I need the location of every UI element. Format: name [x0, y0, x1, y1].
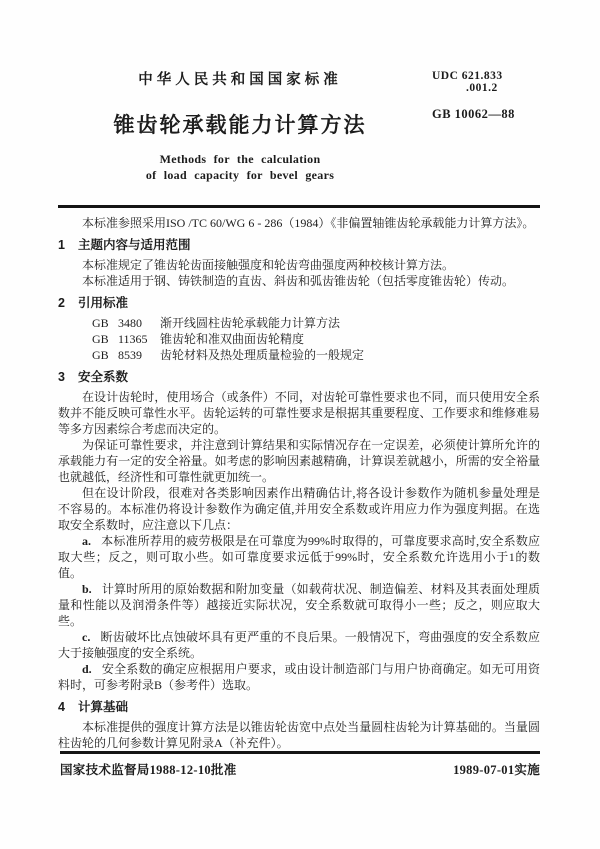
list-item-d-label: d. — [82, 662, 92, 676]
section-1-heading — [58, 237, 540, 254]
reference-number: 3480 — [118, 316, 142, 330]
section-1-title: 主题内容与适用范围 — [78, 238, 191, 252]
reference-title: 锥齿轮和准双曲面齿轮精度 — [160, 332, 305, 346]
section-4-heading — [58, 699, 540, 716]
list-item-a — [58, 533, 540, 581]
list-item-d — [58, 661, 540, 693]
list-item-a-label: a. — [82, 534, 91, 548]
list-item-a-text: 本标准所荐用的疲劳极限是在可靠度为99%时取得的，可靠度要求高时,安全系数应取大些；反之，则可取小些。如可靠度要求远低于99%时，安全系数允许选用小于1的数值。 — [58, 534, 540, 580]
list-item-d-text: 安全系数的确定应根据用户要求，或由设计制造部门与用户协商确定。如无可用资料时，可参考附录B（参考件）选取。 — [58, 662, 540, 692]
section-3-paragraph: 但在设计阶段，很难对各类影响因素作出精确估计,将各设计参数作为随机参量处理是不容易的。本标准仍将设计参数作为确定值,并用安全系数或许用应力作为强度判据。在选取安全系数时，应注意以下几点： — [58, 486, 540, 532]
reference-number: 11365 — [118, 332, 148, 346]
section-3-number: 3 — [58, 370, 65, 384]
section-1-number: 1 — [58, 238, 65, 252]
reference-title: 齿轮材料及热处理质量检验的一般规定 — [160, 348, 365, 362]
header-codes-block — [432, 68, 540, 122]
document-footer — [60, 751, 540, 778]
list-item-b-label: b. — [82, 582, 92, 596]
list-item-c — [58, 629, 540, 661]
reference-org: GB — [92, 316, 109, 330]
section-4-title: 计算基础 — [78, 700, 129, 714]
udc-code-line1: UDC 621.833 — [432, 70, 503, 82]
section-3-title: 安全系数 — [78, 370, 129, 384]
section-2-heading — [58, 295, 540, 312]
document-title-cn: 锥齿轮承载能力计算方法 — [113, 114, 367, 137]
document-title-en-line2: of load capacity for bevel gears — [145, 168, 335, 182]
list-item-c-label: c. — [82, 630, 91, 644]
section-3-paragraph: 为保证可靠性要求，并注意到计算结果和实际情况存在一定误差，必须使计算所允许的承载能力有一定的安全裕量。如考虑的影响因素越精确，计算误差就越小，所需的安全裕量也就越低，经济性和可靠性就更加统一。 — [58, 438, 540, 484]
reference-org: GB — [92, 348, 109, 362]
intro-paragraph: 本标准参照采用ISO /TC 60/WG 6 - 286（1984）《非偏置轴锥齿轮承载能力计算方法》。 — [82, 216, 535, 230]
list-item-b-text: 计算时所用的原始数据和附加变量（如载荷状况、制造偏差、材料及其表面处理质量和性能以及润滑条件等）越接近实际状况，安全系数就可取得小一些；反之，则应取大些。 — [58, 582, 540, 628]
section-3-paragraph: 在设计齿轮时，使用场合（或条件）不同，对齿轮可靠性要求也不同，而只使用安全系数并不能反映可靠性水平。齿轮运转的可靠性要求是根据其重要程度、工作要求和维修难易等多方因素综合考虑而决定的。 — [58, 390, 540, 436]
section-4-paragraph: 本标准提供的强度计算方法是以锥齿轮齿宽中点处当量圆柱齿轮为计算基础的。当量圆柱齿轮的几何参数计算见附录A（补充件）。 — [58, 720, 540, 750]
reference-item — [58, 315, 540, 331]
reference-item — [58, 347, 540, 363]
document-header — [58, 68, 540, 183]
section-3-heading — [58, 369, 540, 386]
list-item-c-text: 断齿破坏比点蚀破坏具有更严重的不良后果。一般情况下，弯曲强度的安全系数应大于接触强度的安全系统。 — [58, 630, 540, 660]
national-standard-label: 中华人民共和国国家标准 — [138, 72, 342, 88]
approval-note: 国家技术监督局1988-12-10批准 — [60, 763, 237, 777]
reference-number: 8539 — [118, 348, 142, 362]
section-1-paragraph: 本标准规定了锥齿轮齿面接触强度和轮齿弯曲强度两种校核计算方法。 — [82, 258, 455, 272]
footer-divider-rule — [60, 751, 540, 754]
reference-org: GB — [92, 332, 109, 346]
footer-text-row — [60, 760, 540, 778]
header-title-block — [58, 68, 432, 183]
section-1-paragraph: 本标准适用于钢、铸铁制造的直齿、斜齿和弧齿锥齿轮（包括零度锥齿轮）传动。 — [82, 274, 515, 288]
list-item-b — [58, 581, 540, 629]
reference-item — [58, 331, 540, 347]
udc-code-line2: .001.2 — [466, 82, 498, 94]
section-2-title: 引用标准 — [78, 296, 129, 310]
document-title-en-line1: Methods for the calculation — [159, 152, 321, 166]
document-title-en — [58, 151, 422, 183]
effective-date-note: 1989-07-01实施 — [453, 763, 540, 777]
section-2-number: 2 — [58, 296, 65, 310]
section-4-number: 4 — [58, 700, 65, 714]
standard-number: GB 10062—88 — [432, 107, 515, 121]
document-body — [58, 208, 540, 751]
reference-title: 渐开线圆柱齿轮承载能力计算方法 — [160, 316, 341, 330]
